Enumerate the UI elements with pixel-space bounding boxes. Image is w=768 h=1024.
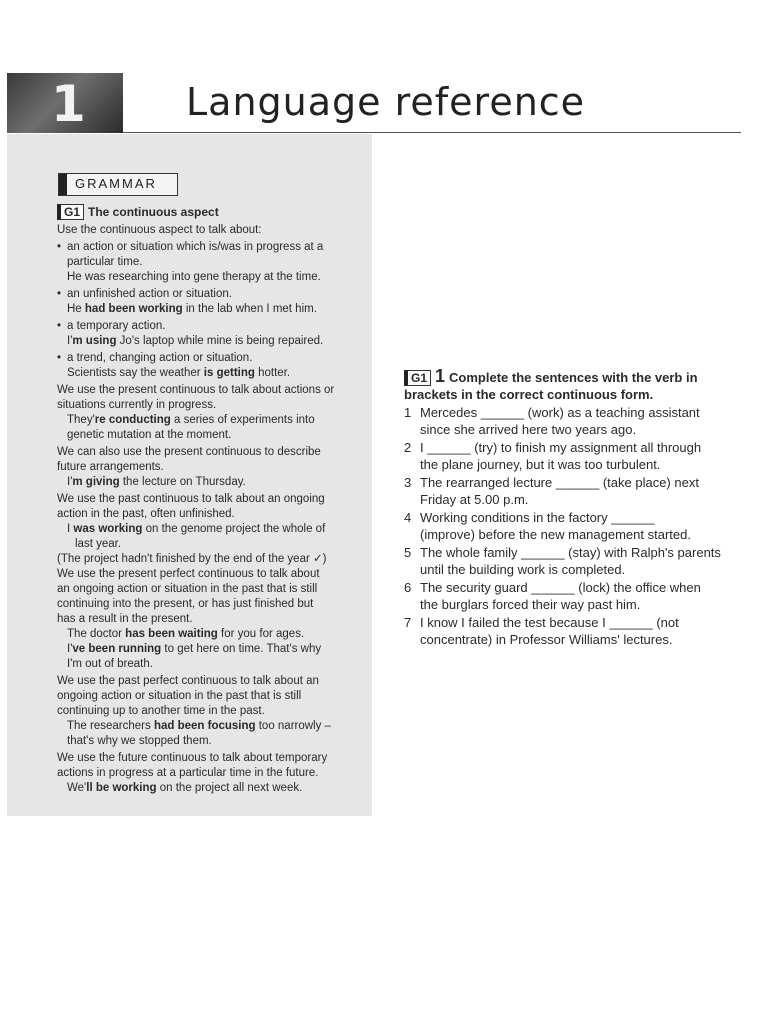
bullet-example: Scientists say the weather is getting hotter. xyxy=(67,367,291,379)
item-number: 2 xyxy=(404,440,412,455)
bullet-item xyxy=(57,240,367,285)
bullet-text: • an action or situation which is/was in progress at a xyxy=(67,241,324,253)
exercise-item: 7 I know I failed the test because I ______ (not concentrate) in Professor Williams' lectures. xyxy=(404,615,679,647)
exercise-item: 1 Mercedes ______ (work) as a teaching assistant since she arrived here two years ago. xyxy=(404,405,700,437)
grammar-heading-box xyxy=(58,173,178,196)
bullet-item xyxy=(57,287,367,317)
item-number: 7 xyxy=(404,615,412,630)
exercise-heading xyxy=(404,368,734,403)
example: We'll be working on the project all next week. xyxy=(67,782,303,794)
bullet-item xyxy=(57,319,367,349)
example: I've been running to get here on time. That's why xyxy=(67,643,322,655)
grammar-heading-bar xyxy=(59,174,67,195)
exercise-tag: G1 xyxy=(404,370,431,386)
note: (The project hadn't finished by the end of the year ✓) xyxy=(57,553,327,565)
bullet-text-cont: particular time. xyxy=(67,256,143,268)
exercise-instruction-cont: brackets in the correct continuous form. xyxy=(404,387,654,402)
item-number: 4 xyxy=(404,510,412,525)
exercise-number: 1 xyxy=(435,366,446,386)
bullet-text: • an unfinished action or situation. xyxy=(67,288,232,300)
exercise-item: 3 The rearranged lecture ______ (take place) next Friday at 5.00 p.m. xyxy=(404,475,699,507)
bullet-item xyxy=(57,351,367,381)
exercise-item: 6 The security guard ______ (lock) the office when the burglars forced their way past him. xyxy=(404,580,701,612)
bullet-text: • a trend, changing action or situation. xyxy=(67,352,253,364)
section-tag: G1 xyxy=(57,204,84,220)
item-number: 6 xyxy=(404,580,412,595)
bullet-text: • a temporary action. xyxy=(67,320,166,332)
item-number: 1 xyxy=(404,405,412,420)
unit-number-box xyxy=(7,73,123,133)
example: The researchers had been focusing too narrowly – xyxy=(67,720,331,732)
example: I'm giving the lecture on Thursday. xyxy=(67,476,246,488)
past-perfect-continuous-para: We use the past perfect continuous to talk about an ongoing action or situation in the past that is still continuing up to another time in the past. The researchers had been focusing too narrowly – that's why we stopped them. xyxy=(57,674,367,749)
item-number: 3 xyxy=(404,475,412,490)
example: The doctor has been waiting for you for ages. xyxy=(67,628,305,640)
present-perfect-continuous-para: We use the present perfect continuous to talk about an ongoing action or situation in the past that is still continuing into the present, or has just finished but has a result in the present. The doctor has been waiting for you for ages. I've been running to get here on time. That's why I'm out of breath. xyxy=(57,567,367,672)
bullet-example: He had been working in the lab when I met him. xyxy=(67,303,317,315)
future-arrangements-para: We can also use the present continuous to describe future arrangements. I'm giving the lecture on Thursday. xyxy=(57,445,367,490)
exercise xyxy=(404,368,734,648)
exercise-instruction: Complete the sentences with the verb in xyxy=(449,370,698,385)
past-continuous-para: We use the past continuous to talk about an ongoing action in the past, often unfinished. I was working on the genome project the whole of last year. (The project hadn't finished by the end of the year ✓) xyxy=(57,492,367,567)
grammar-heading: GRAMMAR xyxy=(75,176,157,191)
bullet-example: He was researching into gene therapy at the time. xyxy=(67,271,321,283)
unit-number: 1 xyxy=(51,75,86,133)
example: I was working on the genome project the whole of xyxy=(67,523,326,535)
bullet-example: I'm using Jo's laptop while mine is being repaired. xyxy=(67,335,324,347)
future-continuous-para: We use the future continuous to talk about temporary actions in progress at a particular time in the future. We'll be working on the project all next week. xyxy=(57,751,367,796)
grammar-content xyxy=(57,204,367,796)
exercise-item: 4 Working conditions in the factory ______ (improve) before the new management started. xyxy=(404,510,691,542)
exercise-item: 2 I ______ (try) to finish my assignment all through the plane journey, but it was too turbulent. xyxy=(404,440,702,472)
exercise-item: 5 The whole family ______ (stay) with Ralph's parents until the building work is completed. xyxy=(404,545,721,577)
page-title: Language reference xyxy=(186,80,586,124)
present-continuous-para: We use the present continuous to talk about actions or situations currently in progress. They're conducting a series of experiments into genetic mutation at the moment. xyxy=(57,383,367,443)
section-title: The continuous aspect xyxy=(88,205,219,219)
example: They're conducting a series of experiments into xyxy=(67,414,315,426)
item-number: 5 xyxy=(404,545,412,560)
header-divider xyxy=(123,132,741,133)
section-heading xyxy=(57,204,367,220)
section-intro: Use the continuous aspect to talk about: xyxy=(57,224,262,236)
